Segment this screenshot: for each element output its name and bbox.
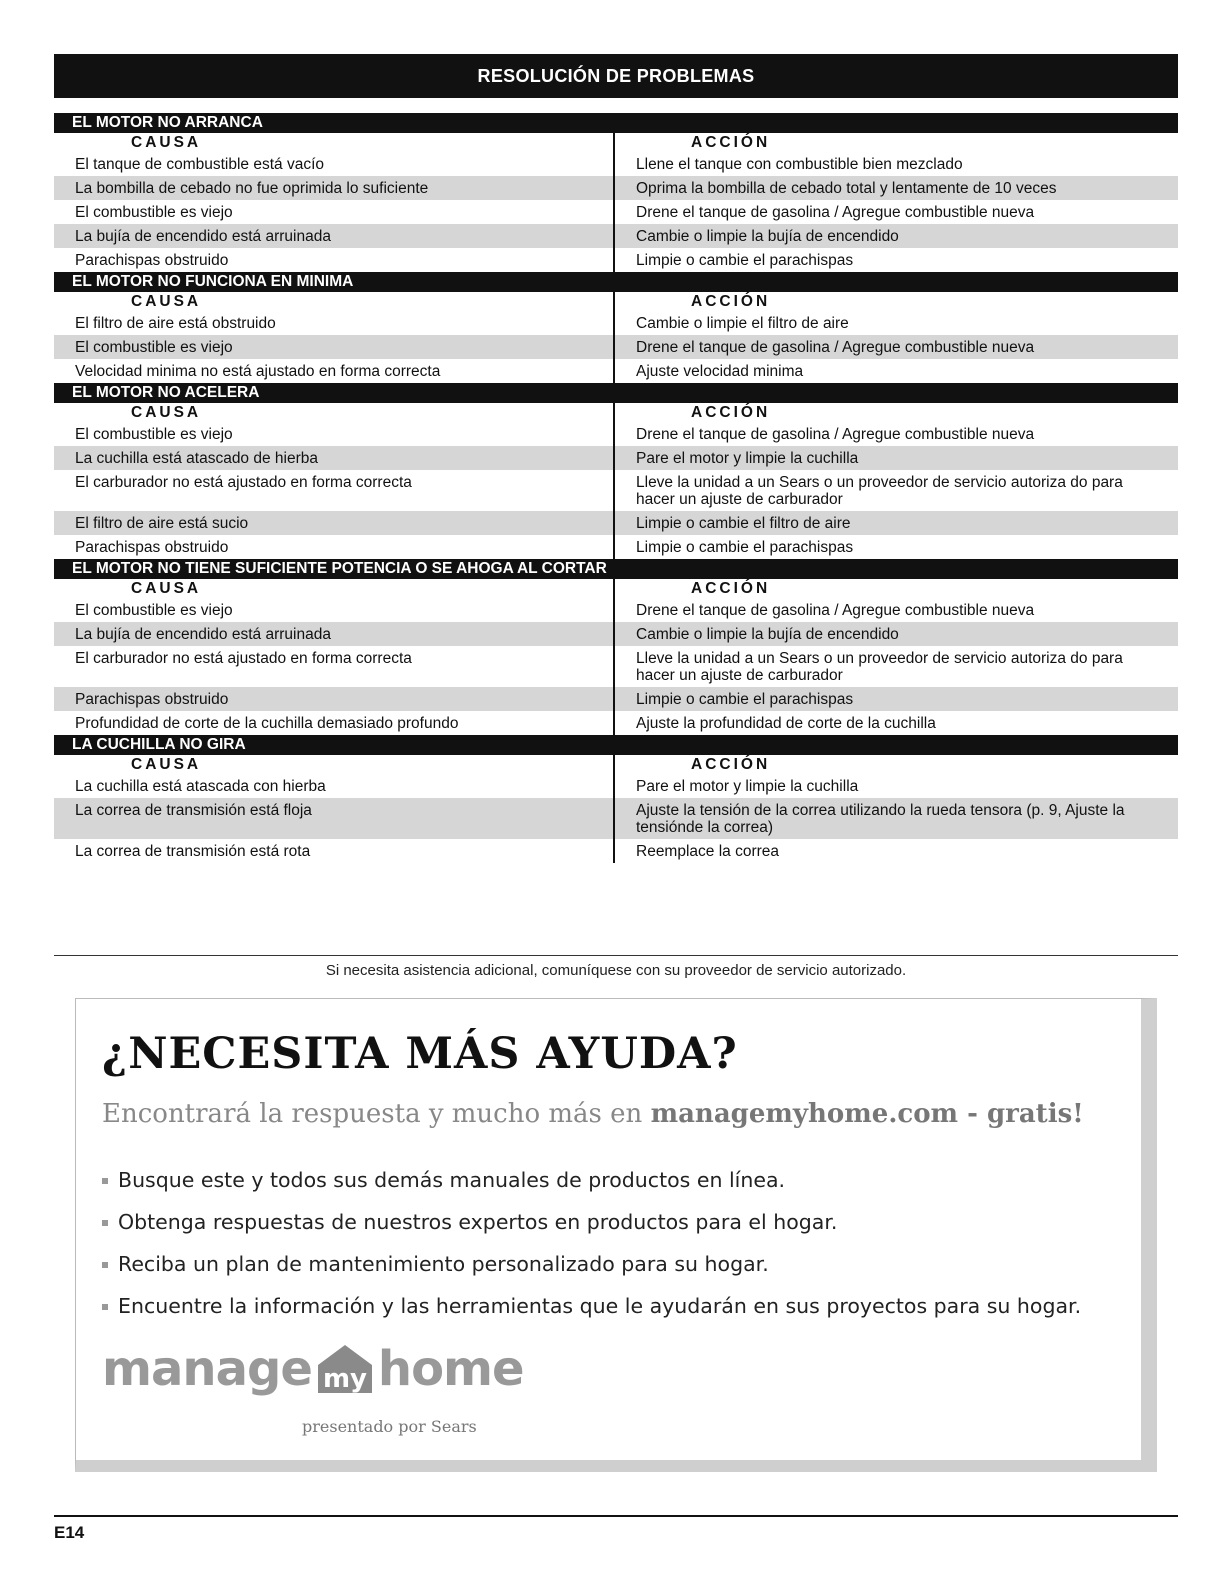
- cause-cell: La cuchilla está atascado de hierba: [54, 446, 615, 470]
- help-panel: [75, 998, 1157, 1472]
- table-row: [54, 598, 1178, 622]
- action-cell: Pare el motor y limpie la cuchilla: [615, 446, 1178, 470]
- cause-cell: El carburador no está ajustado en forma correcta: [54, 646, 615, 687]
- cause-column-label: CAUSA: [54, 292, 615, 311]
- bullet-dot-icon: [102, 1304, 108, 1310]
- cause-cell: La bujía de encendido está arruinada: [54, 224, 615, 248]
- cause-cell: Parachispas obstruido: [54, 248, 615, 272]
- logo-word-manage: manage: [102, 1341, 312, 1397]
- action-cell: Drene el tanque de gasolina / Agregue combustible nueva: [615, 335, 1178, 359]
- cause-cell: La correa de transmisión está rota: [54, 839, 615, 863]
- bullet-dot-icon: [102, 1220, 108, 1226]
- help-subheading-text: Encontrará la respuesta y mucho más en: [102, 1099, 651, 1129]
- action-cell: Drene el tanque de gasolina / Agregue combustible nueva: [636, 426, 1035, 443]
- action-column-label: ACCIÓN: [691, 580, 771, 597]
- help-heading: ¿NECESITA MÁS AYUDA?: [102, 1029, 738, 1079]
- action-cell: Limpie o cambie el parachispas: [636, 252, 854, 269]
- help-bullet-text: Busque este y todos sus demás manuales de productos en línea.: [118, 1168, 786, 1192]
- column-labels-row: [54, 403, 1178, 422]
- cause-cell: El tanque de combustible está vacío: [54, 152, 615, 176]
- help-bullet-text: Reciba un plan de mantenimiento personalizado para su hogar.: [118, 1252, 769, 1276]
- table-row: [54, 622, 1178, 646]
- footnote: Si necesita asistencia adicional, comuníquese con su proveedor de servicio autorizado.: [325, 962, 907, 979]
- table-row: [54, 446, 1178, 470]
- column-labels-row: [54, 133, 1178, 152]
- table-row: [54, 152, 1178, 176]
- action-cell: Ajuste velocidad minima: [636, 363, 804, 380]
- action-column-label: ACCIÓN: [691, 134, 771, 151]
- table-row: [54, 248, 1178, 272]
- table-row: [54, 224, 1178, 248]
- section-header: EL MOTOR NO TIENE SUFICIENTE POTENCIA O SE AHOGA AL CORTAR: [54, 559, 1178, 579]
- section-header: EL MOTOR NO ARRANCA: [54, 113, 1178, 133]
- cause-cell: Parachispas obstruido: [54, 687, 615, 711]
- action-cell: Llene el tanque con combustible bien mezclado: [636, 156, 963, 173]
- table-row: [54, 687, 1178, 711]
- help-bullet: [102, 1285, 1081, 1327]
- table-row: [54, 359, 1178, 383]
- help-bullet-text: Obtenga respuestas de nuestros expertos en productos para el hogar.: [118, 1210, 838, 1234]
- section-header: LA CUCHILLA NO GIRA: [54, 735, 1178, 755]
- help-website-link[interactable]: managemyhome.com - gratis!: [650, 1099, 1084, 1129]
- action-cell: Limpie o cambie el parachispas: [636, 539, 854, 556]
- column-labels-row: [54, 579, 1178, 598]
- action-cell: Drene el tanque de gasolina / Agregue combustible nueva: [636, 602, 1035, 619]
- bullet-dot-icon: [102, 1178, 108, 1184]
- column-labels-row: [54, 755, 1178, 774]
- action-cell: Cambie o limpie la bujía de encendido: [615, 622, 1178, 646]
- bullet-dot-icon: [102, 1262, 108, 1268]
- page-title: RESOLUCIÓN DE PROBLEMAS: [54, 54, 1178, 98]
- help-bullet: [102, 1243, 1081, 1285]
- section-header: EL MOTOR NO FUNCIONA EN MINIMA: [54, 272, 1178, 292]
- cause-column-label: CAUSA: [54, 403, 615, 422]
- table-row: [54, 470, 1178, 511]
- action-cell: Cambie o limpie el filtro de aire: [636, 315, 849, 332]
- help-bullet: [102, 1159, 1081, 1201]
- cause-column-label: CAUSA: [54, 755, 615, 774]
- action-cell: Reemplace la correa: [636, 843, 780, 860]
- logo-word-my: my: [322, 1364, 367, 1394]
- table-row: [54, 774, 1178, 798]
- cause-cell: El combustible es viejo: [54, 422, 615, 446]
- cause-cell: El carburador no está ajustado en forma correcta: [54, 470, 615, 511]
- table-row: [54, 646, 1178, 687]
- cause-cell: La correa de transmisión está floja: [54, 798, 615, 839]
- action-cell: Pare el motor y limpie la cuchilla: [636, 778, 859, 795]
- action-cell: Ajuste la profundidad de corte de la cuchilla: [636, 715, 936, 732]
- cause-cell: Velocidad minima no está ajustado en forma correcta: [54, 359, 615, 383]
- cause-cell: La bujía de encendido está arruinada: [54, 622, 615, 646]
- action-cell: Limpie o cambie el parachispas: [615, 687, 1178, 711]
- action-column-label: ACCIÓN: [691, 404, 771, 421]
- house-icon: [316, 1343, 374, 1395]
- table-row: [54, 335, 1178, 359]
- column-labels-row: [54, 292, 1178, 311]
- cause-cell: El combustible es viejo: [54, 200, 615, 224]
- cause-cell: Parachispas obstruido: [54, 535, 615, 559]
- table-row: [54, 176, 1178, 200]
- table-bottom-rule: [54, 955, 1178, 956]
- cause-column-label: CAUSA: [54, 579, 615, 598]
- table-row: [54, 798, 1178, 839]
- action-column-label: ACCIÓN: [691, 756, 771, 773]
- table-row: [54, 535, 1178, 559]
- table-row: [54, 511, 1178, 535]
- troubleshooting-table: [54, 113, 1178, 863]
- action-cell: Drene el tanque de gasolina / Agregue combustible nueva: [636, 204, 1035, 221]
- table-row: [54, 200, 1178, 224]
- table-row: [54, 422, 1178, 446]
- action-cell: Oprima la bombilla de cebado total y lentamente de 10 veces: [615, 176, 1178, 200]
- action-cell: Ajuste la tensión de la correa utilizando la rueda tensora (p. 9, Ajuste la tensiónde la correa): [615, 798, 1178, 839]
- action-cell: Limpie o cambie el filtro de aire: [615, 511, 1178, 535]
- help-subheading: [102, 1099, 1084, 1129]
- cause-cell: La cuchilla está atascada con hierba: [54, 774, 615, 798]
- managemyhome-logo: [102, 1339, 524, 1399]
- cause-cell: Profundidad de corte de la cuchilla demasiado profundo: [54, 711, 615, 735]
- action-cell: Lleve la unidad a un Sears o un proveedor de servicio autoriza do para hacer un ajuste de carburador: [636, 474, 1123, 508]
- cause-cell: El combustible es viejo: [54, 598, 615, 622]
- cause-cell: El filtro de aire está obstruido: [54, 311, 615, 335]
- action-cell: Lleve la unidad a un Sears o un proveedor de servicio autoriza do para hacer un ajuste de carburador: [636, 650, 1123, 684]
- action-cell: Cambie o limpie la bujía de encendido: [615, 224, 1178, 248]
- table-row: [54, 839, 1178, 863]
- table-row: [54, 311, 1178, 335]
- help-bullet-list: [102, 1159, 1081, 1327]
- help-bullet: [102, 1201, 1081, 1243]
- action-column-label: ACCIÓN: [691, 293, 771, 310]
- page-bottom-rule: [54, 1515, 1178, 1517]
- cause-cell: El combustible es viejo: [54, 335, 615, 359]
- help-bullet-text: Encuentre la información y las herramientas que le ayudarán en sus proyectos para su hogar.: [118, 1294, 1082, 1318]
- logo-tagline: presentado por Sears: [302, 1417, 477, 1436]
- cause-column-label: CAUSA: [54, 133, 615, 152]
- section-header: EL MOTOR NO ACELERA: [54, 383, 1178, 403]
- page-number: E14: [54, 1523, 85, 1542]
- table-row: [54, 711, 1178, 735]
- logo-word-home: home: [377, 1341, 524, 1397]
- cause-cell: El filtro de aire está sucio: [54, 511, 615, 535]
- cause-cell: La bombilla de cebado no fue oprimida lo suficiente: [54, 176, 615, 200]
